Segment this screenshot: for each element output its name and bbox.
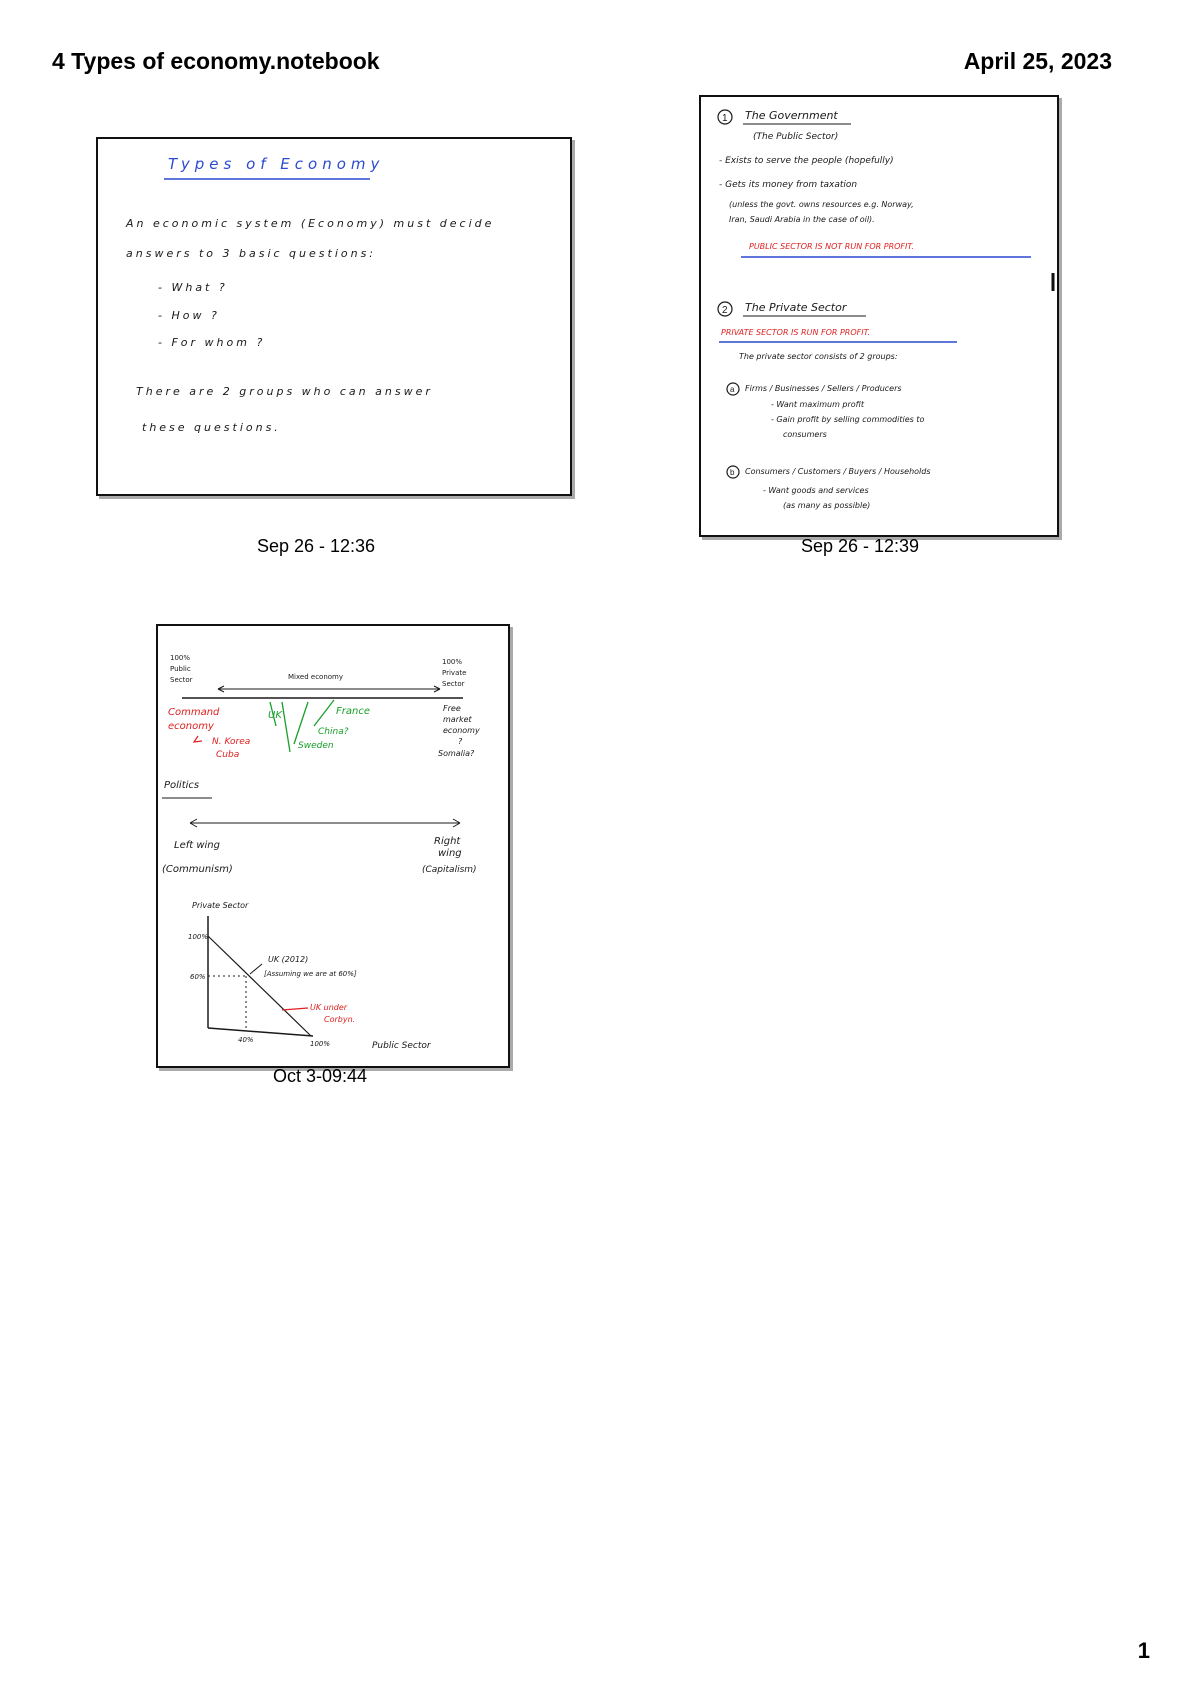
mid-label: Mixed economy xyxy=(288,673,344,681)
group-a-line: - Gain profit by selling commodities to xyxy=(771,415,925,424)
group-b-title: Consumers / Customers / Buyers / Households xyxy=(745,467,931,476)
slide-mixed-economy-politics xyxy=(156,624,510,1068)
sec1-sub: (The Public Sector) xyxy=(753,132,839,142)
left-label: Public xyxy=(170,665,191,673)
right-wing-label: (Capitalism) xyxy=(422,865,477,875)
arrow-icon xyxy=(194,736,202,742)
sec1-line: Iran, Saudi Arabia in the case of oil). xyxy=(729,215,875,224)
sec2-title: The Private Sector xyxy=(745,301,847,314)
left-label: Sector xyxy=(170,676,193,684)
group-b-line: (as many as possible) xyxy=(783,501,871,510)
slide-1-line: answers to 3 basic questions: xyxy=(126,247,377,260)
country-label: UK xyxy=(268,710,282,721)
sec2-intro: The private sector consists of 2 groups: xyxy=(739,352,898,361)
group-a-title: Firms / Businesses / Sellers / Producers xyxy=(745,384,902,393)
left-wing-label: (Communism) xyxy=(162,864,233,875)
free-market-note: market xyxy=(443,715,472,724)
notebook-title: 4 Types of economy.notebook xyxy=(52,48,380,74)
free-market-note: Somalia? xyxy=(438,749,475,758)
right-wing-label: Right xyxy=(434,836,461,847)
sec1-line: (unless the govt. owns resources e.g. Norway, xyxy=(729,200,914,209)
slide-1-line: - For whom ? xyxy=(158,336,266,349)
left-wing-label: Left wing xyxy=(174,840,220,851)
left-label: 100% xyxy=(170,654,191,662)
slide-1-caption: Sep 26 - 12:36 xyxy=(256,536,376,556)
right-wing-label: wing xyxy=(438,848,462,859)
number-one-icon: 1 xyxy=(722,113,728,124)
graph-x-tick: 40% xyxy=(238,1036,254,1044)
command-economy-label: Command xyxy=(168,707,220,718)
sec1-line: - Gets its money from taxation xyxy=(719,180,858,190)
country-label: Sweden xyxy=(298,741,334,751)
right-label: Private xyxy=(442,669,467,677)
slide-3-caption: Oct 3-09:44 xyxy=(272,1066,368,1086)
notebook-date: April 25, 2023 xyxy=(963,48,1112,74)
graph-y-tick: 60% xyxy=(190,973,206,981)
country-label: France xyxy=(336,706,370,717)
red-note: UK under xyxy=(310,1003,348,1012)
command-economy-label: economy xyxy=(168,721,214,732)
red-arrow-icon xyxy=(282,1008,308,1010)
slide-1-line: - How ? xyxy=(158,309,220,322)
red-note: Corbyn. xyxy=(324,1015,356,1024)
sec2-red-note: PRIVATE SECTOR IS RUN FOR PROFIT. xyxy=(721,328,871,337)
slide-3-canvas xyxy=(158,626,508,1066)
command-example: N. Korea xyxy=(212,737,251,747)
group-a-line: consumers xyxy=(783,430,827,439)
right-label: 100% xyxy=(442,658,463,666)
slide-types-of-economy xyxy=(96,137,572,496)
group-b-line: - Want goods and services xyxy=(763,486,869,495)
number-two-icon: 2 xyxy=(722,305,728,316)
politics-title: Politics xyxy=(164,780,200,791)
right-label: Sector xyxy=(442,680,465,688)
graph-x-label: Public Sector xyxy=(372,1041,431,1051)
free-market-note: Free xyxy=(443,704,461,713)
page-number: 1 xyxy=(1137,1638,1150,1663)
graph-frontier xyxy=(208,936,311,1036)
slide-public-private-sector xyxy=(699,95,1059,537)
letter-b-icon: b xyxy=(730,468,735,477)
graph-y-tick: 100% xyxy=(188,933,209,941)
sec1-line: - Exists to serve the people (hopefully) xyxy=(719,156,894,166)
graph-x-axis xyxy=(208,1028,313,1036)
slide-2-canvas xyxy=(701,97,1057,535)
free-market-note: economy xyxy=(443,726,480,735)
graph-x-tick: 100% xyxy=(310,1040,331,1048)
country-label: China? xyxy=(318,727,349,737)
slide-2-caption: Sep 26 - 12:39 xyxy=(800,536,920,556)
letter-a-icon: a xyxy=(730,385,735,394)
command-example: Cuba xyxy=(216,750,240,760)
slide-1-line: these questions. xyxy=(142,421,281,434)
slide-1-line: An economic system (Economy) must decide xyxy=(126,217,495,230)
slide-1-line: There are 2 groups who can answer xyxy=(136,385,433,398)
slide-1-line: - What ? xyxy=(158,281,228,294)
sec1-red-note: PUBLIC SECTOR IS NOT RUN FOR PROFIT. xyxy=(749,242,914,251)
uk-note: UK (2012) xyxy=(268,955,309,964)
group-a-line: - Want maximum profit xyxy=(771,400,864,409)
graph-y-label: Private Sector xyxy=(192,901,249,910)
slide-1-title: Types of Economy xyxy=(168,155,385,173)
sec1-title: The Government xyxy=(745,109,838,122)
slide-1-canvas xyxy=(98,139,570,494)
free-market-note: ? xyxy=(458,737,463,746)
uk-sub-note: [Assuming we are at 60%] xyxy=(264,970,357,978)
arrow-icon xyxy=(250,964,262,974)
